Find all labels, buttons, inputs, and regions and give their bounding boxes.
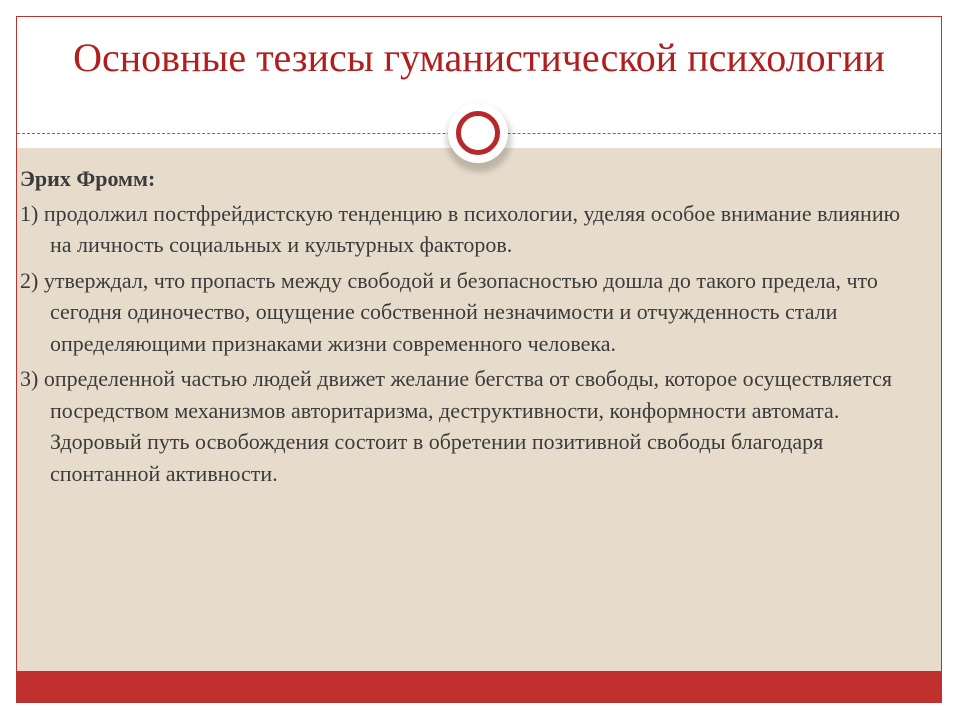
ring-icon — [448, 103, 508, 163]
slide-title: Основные тезисы гуманистической психологии — [73, 35, 885, 80]
list-item: 1) продолжил постфрейдистскую тенденцию в психологии, уделяя особое внимание влиянию на личность социальных и культурных факторов. — [20, 200, 901, 257]
body-text — [20, 163, 920, 493]
footer-bar — [17, 671, 941, 702]
list-item: 3) определенной частью людей движет желание бегства от свободы, которое осуществляется посредством механизмов авторитаризма, деструктивности, конформности автомата. Здоровый путь освобождения состоит в обретении позитивной свободы благодаря спонтанной активности. — [20, 366, 892, 486]
ring-inner — [456, 111, 500, 155]
section-heading: Эрих Фромм: — [20, 166, 156, 191]
list-item: 2) утверждал, что пропасть между свободой и безопасностью дошла до такого предела, что сегодня одиночество, ощущение собственной незначимости и отчужденность стали определяющими признаками жизни современного человека. — [20, 267, 878, 356]
